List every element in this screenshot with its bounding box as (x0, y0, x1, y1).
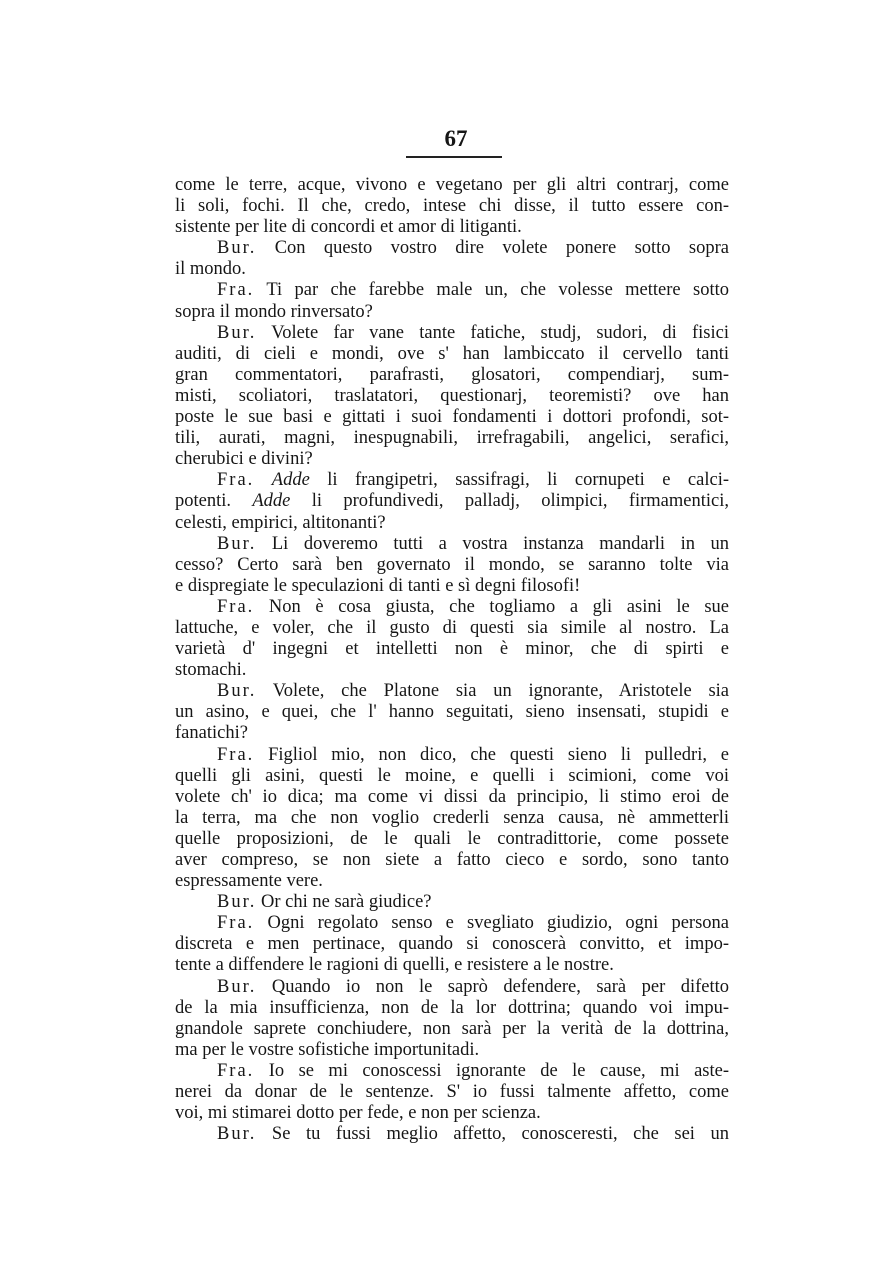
line-text: espressamente vere. (175, 871, 323, 892)
line-text: fanatichi? (175, 723, 248, 744)
text-line (175, 365, 729, 386)
line-text: Volete far vane tante fatiche, studj, sudori, di fisici (256, 322, 729, 343)
line-text: sistente per lite di concordi et amor di litiganti. (175, 217, 522, 238)
line-text: li soli, fochi. Il che, credo, intese chi disse, il tutto essere con- (175, 196, 729, 217)
line-text: Con questo vostro dire volete ponere sotto sopra (256, 238, 729, 259)
text-line (175, 344, 729, 365)
line-text: li profundivedi, palladj, olimpici, firmamentici, (290, 491, 729, 512)
speaker-label: Bur. (217, 1124, 257, 1145)
line-text: voi, mi stimarei dotto per fede, e non per scienza. (175, 1103, 541, 1124)
line-text: aver compreso, se non siete a fatto cieco e sordo, sono tanto (175, 850, 729, 870)
text-line (175, 491, 729, 512)
text-line (175, 597, 729, 618)
line-text: auditi, di cieli e mondi, ove s' han lambiccato il cervello tanti (175, 343, 729, 364)
text-line (175, 702, 729, 723)
text-line (175, 175, 729, 196)
text-line (175, 998, 729, 1019)
line-text: Ogni regolato senso e svegliato giudizio, ogni persona (254, 913, 729, 934)
text-line (175, 934, 729, 955)
text-line (175, 280, 729, 301)
line-text: cesso? Certo sarà ben governato il mondo, se saranno tolte via (175, 554, 729, 575)
text-line (175, 238, 729, 259)
line-text: gran commentatori, parafrasti, glosatori, compendiarj, sum- (175, 364, 729, 385)
line-text: li frangipetri, sassifragi, li cornupeti e calci- (309, 470, 730, 491)
text-line (175, 513, 729, 534)
text-line (175, 1061, 729, 1082)
speaker-label: Bur. (217, 892, 257, 913)
line-text: Io se mi conoscessi ignorante de le cause, mi aste- (254, 1060, 729, 1081)
speaker-label: Bur. (217, 533, 257, 554)
speaker-label: Fra. (217, 1060, 255, 1081)
line-text: cherubici e divini? (175, 449, 313, 470)
text-line (175, 639, 729, 660)
text-line (175, 323, 729, 344)
line-text: quelli gli asini, questi le moine, e quelli i scimioni, come voi (175, 765, 729, 786)
line-text: Li doveremo tutti a vostra instanza mandarli in un (256, 533, 729, 554)
line-text: sopra il mondo rinversato? (175, 301, 373, 322)
line-text: discreta e men pertinace, quando si conoscerà convitto, et impo- (175, 934, 729, 955)
text-line (175, 850, 729, 871)
text-line (175, 386, 729, 407)
line-text: la terra, ma che non voglio crederli senza causa, nè ammetterli (175, 807, 729, 828)
dialogue-text (175, 175, 729, 1145)
text-line (175, 1103, 729, 1124)
text-line (175, 618, 729, 639)
text-line (175, 534, 729, 555)
line-text: Ti par che farebbe male un, che volesse mettere sotto (254, 280, 729, 301)
text-line (175, 576, 729, 597)
text-line (175, 913, 729, 934)
speaker-label: Bur. (217, 976, 257, 997)
speaker-label: Fra. (217, 280, 255, 301)
text-line (175, 787, 729, 808)
text-line (175, 449, 729, 470)
text-line (175, 1040, 729, 1061)
line-text: il mondo. (175, 259, 246, 280)
line-text: poste le sue basi e gittati i suoi fondamenti i dottori profondi, sot- (175, 407, 729, 428)
line-text: celesti, empirici, altitonanti? (175, 512, 386, 533)
page-number: 67 (444, 126, 468, 151)
text-line (175, 808, 729, 829)
text-line (175, 555, 729, 576)
speaker-label: Bur. (217, 238, 257, 259)
speaker-label: Fra. (217, 470, 255, 491)
line-text: potenti. (175, 491, 253, 512)
line-text: volete ch' io dica; ma come vi dissi da principio, li stimo eroi de (175, 786, 729, 807)
text-line (175, 723, 729, 744)
line-text: e dispregiate le speculazioni di tanti e sì degni filosofi! (175, 575, 581, 596)
line-text: Or chi ne sarà giudice? (256, 892, 432, 913)
text-line (175, 745, 729, 766)
line-text: tili, aurati, magni, inespugnabili, irrefragabili, angelici, serafici, (175, 428, 729, 449)
line-text: Quando io non le saprò defendere, sarà per difetto (256, 976, 729, 997)
text-line (175, 977, 729, 998)
speaker-label: Fra. (217, 913, 255, 934)
line-text: de la mia insufficienza, non de la lor dottrina; quando voi impu- (175, 997, 729, 1018)
line-text: quelle proposizioni, de le quali le contradittorie, come possete (175, 828, 729, 849)
line-text: Figliol mio, non dico, che questi sieno li pulledri, e (254, 744, 729, 765)
line-text: varietà d' ingegni et intelletti non è minor, che di spirti e (175, 639, 729, 660)
line-text: Se tu fussi meglio affetto, conosceresti, che sei un (256, 1124, 729, 1145)
text-line (175, 892, 729, 913)
line-text: gnandole saprete conchiudere, non sarà per la verità de la dottrina, (175, 1018, 729, 1039)
text-line (175, 217, 729, 238)
text-line (175, 766, 729, 787)
text-line (175, 1124, 729, 1145)
text-line (175, 470, 729, 491)
text-line (175, 259, 729, 280)
speaker-label: Bur. (217, 681, 257, 702)
text-line (175, 681, 729, 702)
text-line (175, 428, 729, 449)
line-text: stomachi. (175, 660, 247, 681)
text-line (175, 955, 729, 976)
text-line (175, 1082, 729, 1103)
line-text: misti, scoliatori, traslatatori, questionarj, teoremisti? ove han (175, 385, 729, 406)
text-line (175, 302, 729, 323)
speaker-label: Bur. (217, 322, 257, 343)
italic-word: Adde (252, 491, 291, 512)
line-text: un asino, e quei, che l' hanno seguitati, sieno insensati, stupidi e (175, 702, 729, 723)
text-line (175, 407, 729, 428)
header-rule (406, 156, 502, 158)
speaker-label: Fra. (217, 596, 255, 617)
line-text: come le terre, acque, vivono e vegetano per gli altri contrarj, come (175, 175, 729, 195)
text-line (175, 1019, 729, 1040)
text-line (175, 829, 729, 850)
line-text: tente a diffendere le ragioni di quelli, e resistere a le nostre. (175, 955, 614, 976)
text-line (175, 196, 729, 217)
text-line (175, 660, 729, 681)
line-text: nerei da donar de le sentenze. S' io fussi talmente affetto, come (175, 1082, 729, 1103)
line-text: lattuche, e voler, che il gusto di questi sia simile al nostro. La (175, 617, 729, 638)
line-text: Volete, che Platone sia un ignorante, Aristotele sia (256, 681, 729, 702)
line-text: ma per le vostre sofistiche importunitadi. (175, 1039, 480, 1060)
line-text: Non è cosa giusta, che togliamo a gli asini le sue (254, 596, 729, 617)
speaker-label: Fra. (217, 744, 255, 765)
text-line (175, 871, 729, 892)
italic-word: Adde (271, 470, 310, 491)
